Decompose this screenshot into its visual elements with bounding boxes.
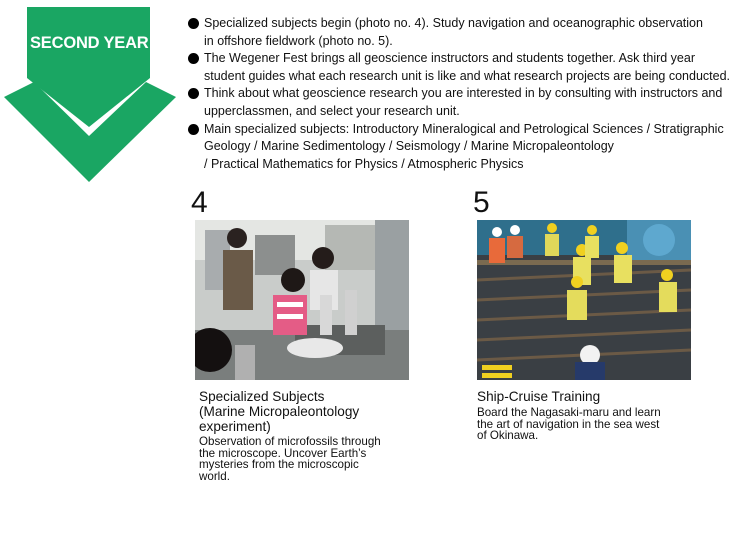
photo-caption-line: of Okinawa.	[477, 429, 539, 443]
badge-label: SECOND YEAR	[30, 34, 149, 52]
photo-caption-line: Observation of microfossils through	[199, 435, 381, 448]
bullet-dot-icon	[188, 18, 199, 29]
bullet-line: Geology / Marine Sedimentology / Seismology / Marine Micropaleontology	[204, 139, 614, 154]
bullet-line: The Wegener Fest brings all geoscience instructors and students together. Ask third year	[204, 51, 696, 66]
ship-deck-photo	[477, 220, 691, 380]
photo-caption-line: the art of navigation in the sea west	[477, 417, 660, 431]
bullet-dot-icon	[188, 88, 199, 99]
bullet-line: Think about what geoscience research you are interested in by consulting with instructors and	[204, 86, 723, 101]
bullet-line: Specialized subjects begin (photo no. 4). Study navigation and oceanographic observation	[204, 16, 703, 30]
bullet-line: student guides what each research unit is like and what research projects are being conducted.	[204, 68, 731, 83]
second-year-badge	[0, 0, 180, 185]
photo-caption-line: mysteries from the microscopic	[199, 458, 359, 472]
bullet-dot-icon	[188, 53, 199, 64]
bullet-line: Main specialized subjects: Introductory Mineralogical and Petrological Sciences / Stratigraphic	[204, 121, 724, 136]
photo-title	[477, 389, 600, 404]
bullet-line: / Practical Mathematics for Physics / Atmospheric Physics	[204, 156, 524, 171]
photo-caption-line: world.	[199, 469, 230, 483]
bullet-item	[188, 15, 748, 50]
chevron-down-icon	[0, 0, 180, 185]
photo-title-line: Ship-Cruise Training	[477, 389, 601, 404]
photo-number: 5	[473, 186, 490, 219]
photo-number: 4	[191, 186, 208, 219]
photo-caption	[477, 407, 661, 442]
photo-caption-line: Board the Nagasaki-maru and learn	[477, 406, 661, 419]
photo-title-line: (Marine Micropaleontology	[199, 404, 360, 420]
photo-caption-line: the microscope. Uncover Earth’s	[199, 446, 367, 460]
bullet-list	[188, 15, 748, 173]
photo-title	[199, 389, 359, 435]
photo-title-line: experiment)	[199, 419, 271, 435]
photo-caption	[199, 436, 381, 482]
bullet-item	[188, 85, 748, 120]
bullet-item	[188, 50, 748, 85]
bullet-line: in offshore fieldwork (photo no. 5).	[204, 33, 393, 48]
microscope-lab-photo	[195, 220, 409, 380]
bullet-item	[188, 121, 748, 174]
bullet-line: upperclassmen, and select your research unit.	[204, 103, 460, 118]
photo-title-line: Specialized Subjects	[199, 389, 325, 404]
bullet-dot-icon	[188, 124, 199, 135]
